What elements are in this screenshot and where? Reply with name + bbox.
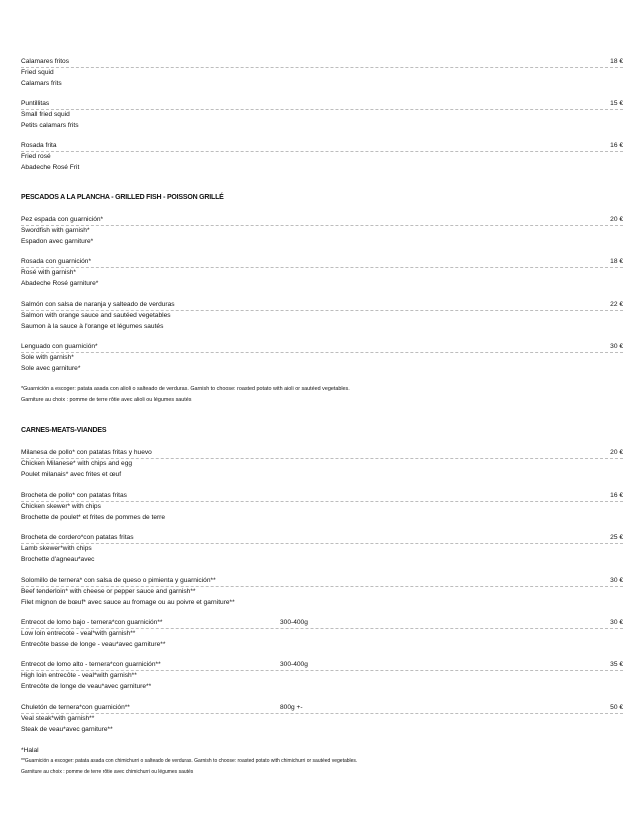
item-english: Lamb skewer*with chips: [21, 545, 92, 552]
item-price: 18 €: [610, 258, 623, 265]
menu-item-rosada: [21, 257, 623, 289]
item-english: Rosé with garnish*: [21, 269, 76, 276]
halal-note: *Halal: [21, 747, 39, 754]
item-french: Poulet milanais* avec frites et œuf: [21, 470, 122, 478]
item-row: [21, 342, 623, 353]
item-row: [21, 448, 623, 459]
item-name: Entrecot de lomo alto - ternera*con guarnición**: [21, 661, 161, 668]
item-name: Brocheta de cordero*con patatas fritas: [21, 534, 134, 541]
item-name: Puntillitas: [21, 100, 50, 107]
item-row: [21, 257, 623, 268]
item-french: Entrecôte de longe de veau*avec garniture**: [21, 682, 152, 690]
item-price: 20 €: [610, 449, 623, 456]
item-row: [21, 533, 623, 544]
item-row: [21, 141, 623, 152]
item-weight: 800g +-: [280, 704, 303, 711]
item-row: [21, 57, 623, 68]
item-price: 25 €: [610, 534, 623, 541]
item-row: [21, 703, 623, 714]
item-english: Small fried squid: [21, 111, 70, 118]
item-price: 30 €: [610, 619, 623, 626]
menu-item-pez-espada: [21, 215, 623, 247]
item-weight: 300-400g: [280, 661, 308, 668]
item-french: Abadeche Rosé garniture*: [21, 279, 99, 287]
item-english: Salmon with orange sauce and sautéed vegetables: [21, 312, 171, 319]
menu-item-chuleton: [21, 703, 623, 735]
item-french: Calamars frits: [21, 79, 62, 87]
menu-item-milanesa: [21, 448, 623, 480]
item-english: Chicken Milanese* with chips and egg: [21, 460, 133, 467]
item-price: 16 €: [610, 492, 623, 499]
item-french: Petits calamars frits: [21, 121, 79, 129]
item-name: Chuletón de ternera*con guarnición**: [21, 704, 130, 711]
item-row: [21, 491, 623, 502]
menu-item-calamares-fritos: [21, 57, 623, 89]
item-weight: 300-400g: [280, 619, 308, 626]
item-row: [21, 215, 623, 226]
item-name: Solomillo de ternera* con salsa de queso o pimienta y guarnición**: [21, 577, 216, 584]
item-name: Pez espada con guarnición*: [21, 216, 104, 223]
item-price: 18 €: [610, 58, 623, 65]
item-french: Sole avec garniture*: [21, 364, 81, 372]
item-english: Beef tenderloin* with cheese or pepper sauce and garnish**: [21, 588, 196, 595]
item-row: [21, 300, 623, 311]
item-name: Milanesa de pollo* con patatas fritas y huevo: [21, 449, 152, 456]
menu-item-solomillo: [21, 576, 623, 608]
item-row: [21, 660, 623, 671]
item-french: Brochette de poulet* et frites de pommes de terre: [21, 513, 166, 521]
item-french: Entrecôte basse de longe - veau*avec garniture**: [21, 640, 166, 648]
menu-item-puntillitas: [21, 99, 623, 131]
item-price: 15 €: [610, 100, 623, 107]
item-price: 16 €: [610, 142, 623, 149]
item-name: Brocheta de pollo* con patatas fritas: [21, 492, 127, 499]
section-heading-meats: CARNES-MEATS-VIANDES: [21, 427, 107, 434]
item-row: [21, 99, 623, 110]
item-french: Filet mignon de bœuf* avec sauce au fromage ou au poivre et garniture**: [21, 598, 235, 606]
menu-item-entrecot-lomo-bajo: [21, 618, 623, 650]
item-name: Rosada frita: [21, 142, 57, 149]
menu-item-entrecot-lomo-alto: [21, 660, 623, 692]
item-price: 30 €: [610, 577, 623, 584]
item-english: Fried squid: [21, 69, 54, 76]
item-french: Abadeche Rosé Frit: [21, 163, 80, 171]
item-english: Fried rosé: [21, 153, 51, 160]
menu-item-brocheta-pollo: [21, 491, 623, 523]
garnish-note: *Guarnición a escoger: patata asada con alioli o salteado de verduras. Garnish to choose: roasted potato with aioli or sautéed vegetables.: [21, 386, 350, 392]
item-french: Espadon avec garniture*: [21, 237, 94, 245]
item-english: Sole with garnish*: [21, 354, 74, 361]
item-price: 20 €: [610, 216, 623, 223]
item-row: [21, 618, 623, 629]
item-price: 30 €: [610, 343, 623, 350]
item-english: Swordfish with garnish*: [21, 227, 90, 234]
item-name: Calamares fritos: [21, 58, 70, 65]
item-name: Lenguado con guarnición*: [21, 343, 98, 350]
item-french: Steak de veau*avec garniture**: [21, 725, 113, 733]
meat-garnish-note-french: Garniture au choix : pomme de terre rôtie avec chimichurri ou légumes sautés: [21, 769, 194, 775]
item-price: 35 €: [610, 661, 623, 668]
item-english: High loin entrecôte - veal*with garnish**: [21, 672, 137, 679]
item-english: Chicken skewer* with chips: [21, 503, 101, 510]
menu-item-salmon: [21, 300, 623, 332]
item-english: Veal steak*with garnish**: [21, 715, 95, 722]
section-heading-grilled-fish: PESCADOS A LA PLANCHA - GRILLED FISH - POISSON GRILLÉ: [21, 194, 224, 201]
garnish-note-french: Garniture au choix : pomme de terre rôtie avec alioli ou légumes sautés: [21, 397, 192, 403]
item-price: 50 €: [610, 704, 623, 711]
item-row: [21, 576, 623, 587]
item-name: Salmón con salsa de naranja y salteado de verduras: [21, 301, 175, 308]
item-name: Rosada con guarnición*: [21, 258, 92, 265]
menu-item-brocheta-cordero: [21, 533, 623, 565]
meat-garnish-note: **Guarnición a escoger: patata asada con chimichurri o salteado de verduras. Garnish to choose: roasted potato with chimichurri or sautéed vegetables.: [21, 758, 358, 764]
menu-item-lenguado: [21, 342, 623, 374]
menu-item-rosada-frita: [21, 141, 623, 173]
item-english: Low loin entrecote - veal*with garnish**: [21, 630, 136, 637]
item-french: Brochette d'agneau*avec: [21, 555, 95, 563]
item-price: 22 €: [610, 301, 623, 308]
item-name: Entrecot de lomo bajo - ternera*con guarnición**: [21, 619, 163, 626]
item-french: Saumon à la sauce à l'orange et légumes sautés: [21, 322, 164, 330]
